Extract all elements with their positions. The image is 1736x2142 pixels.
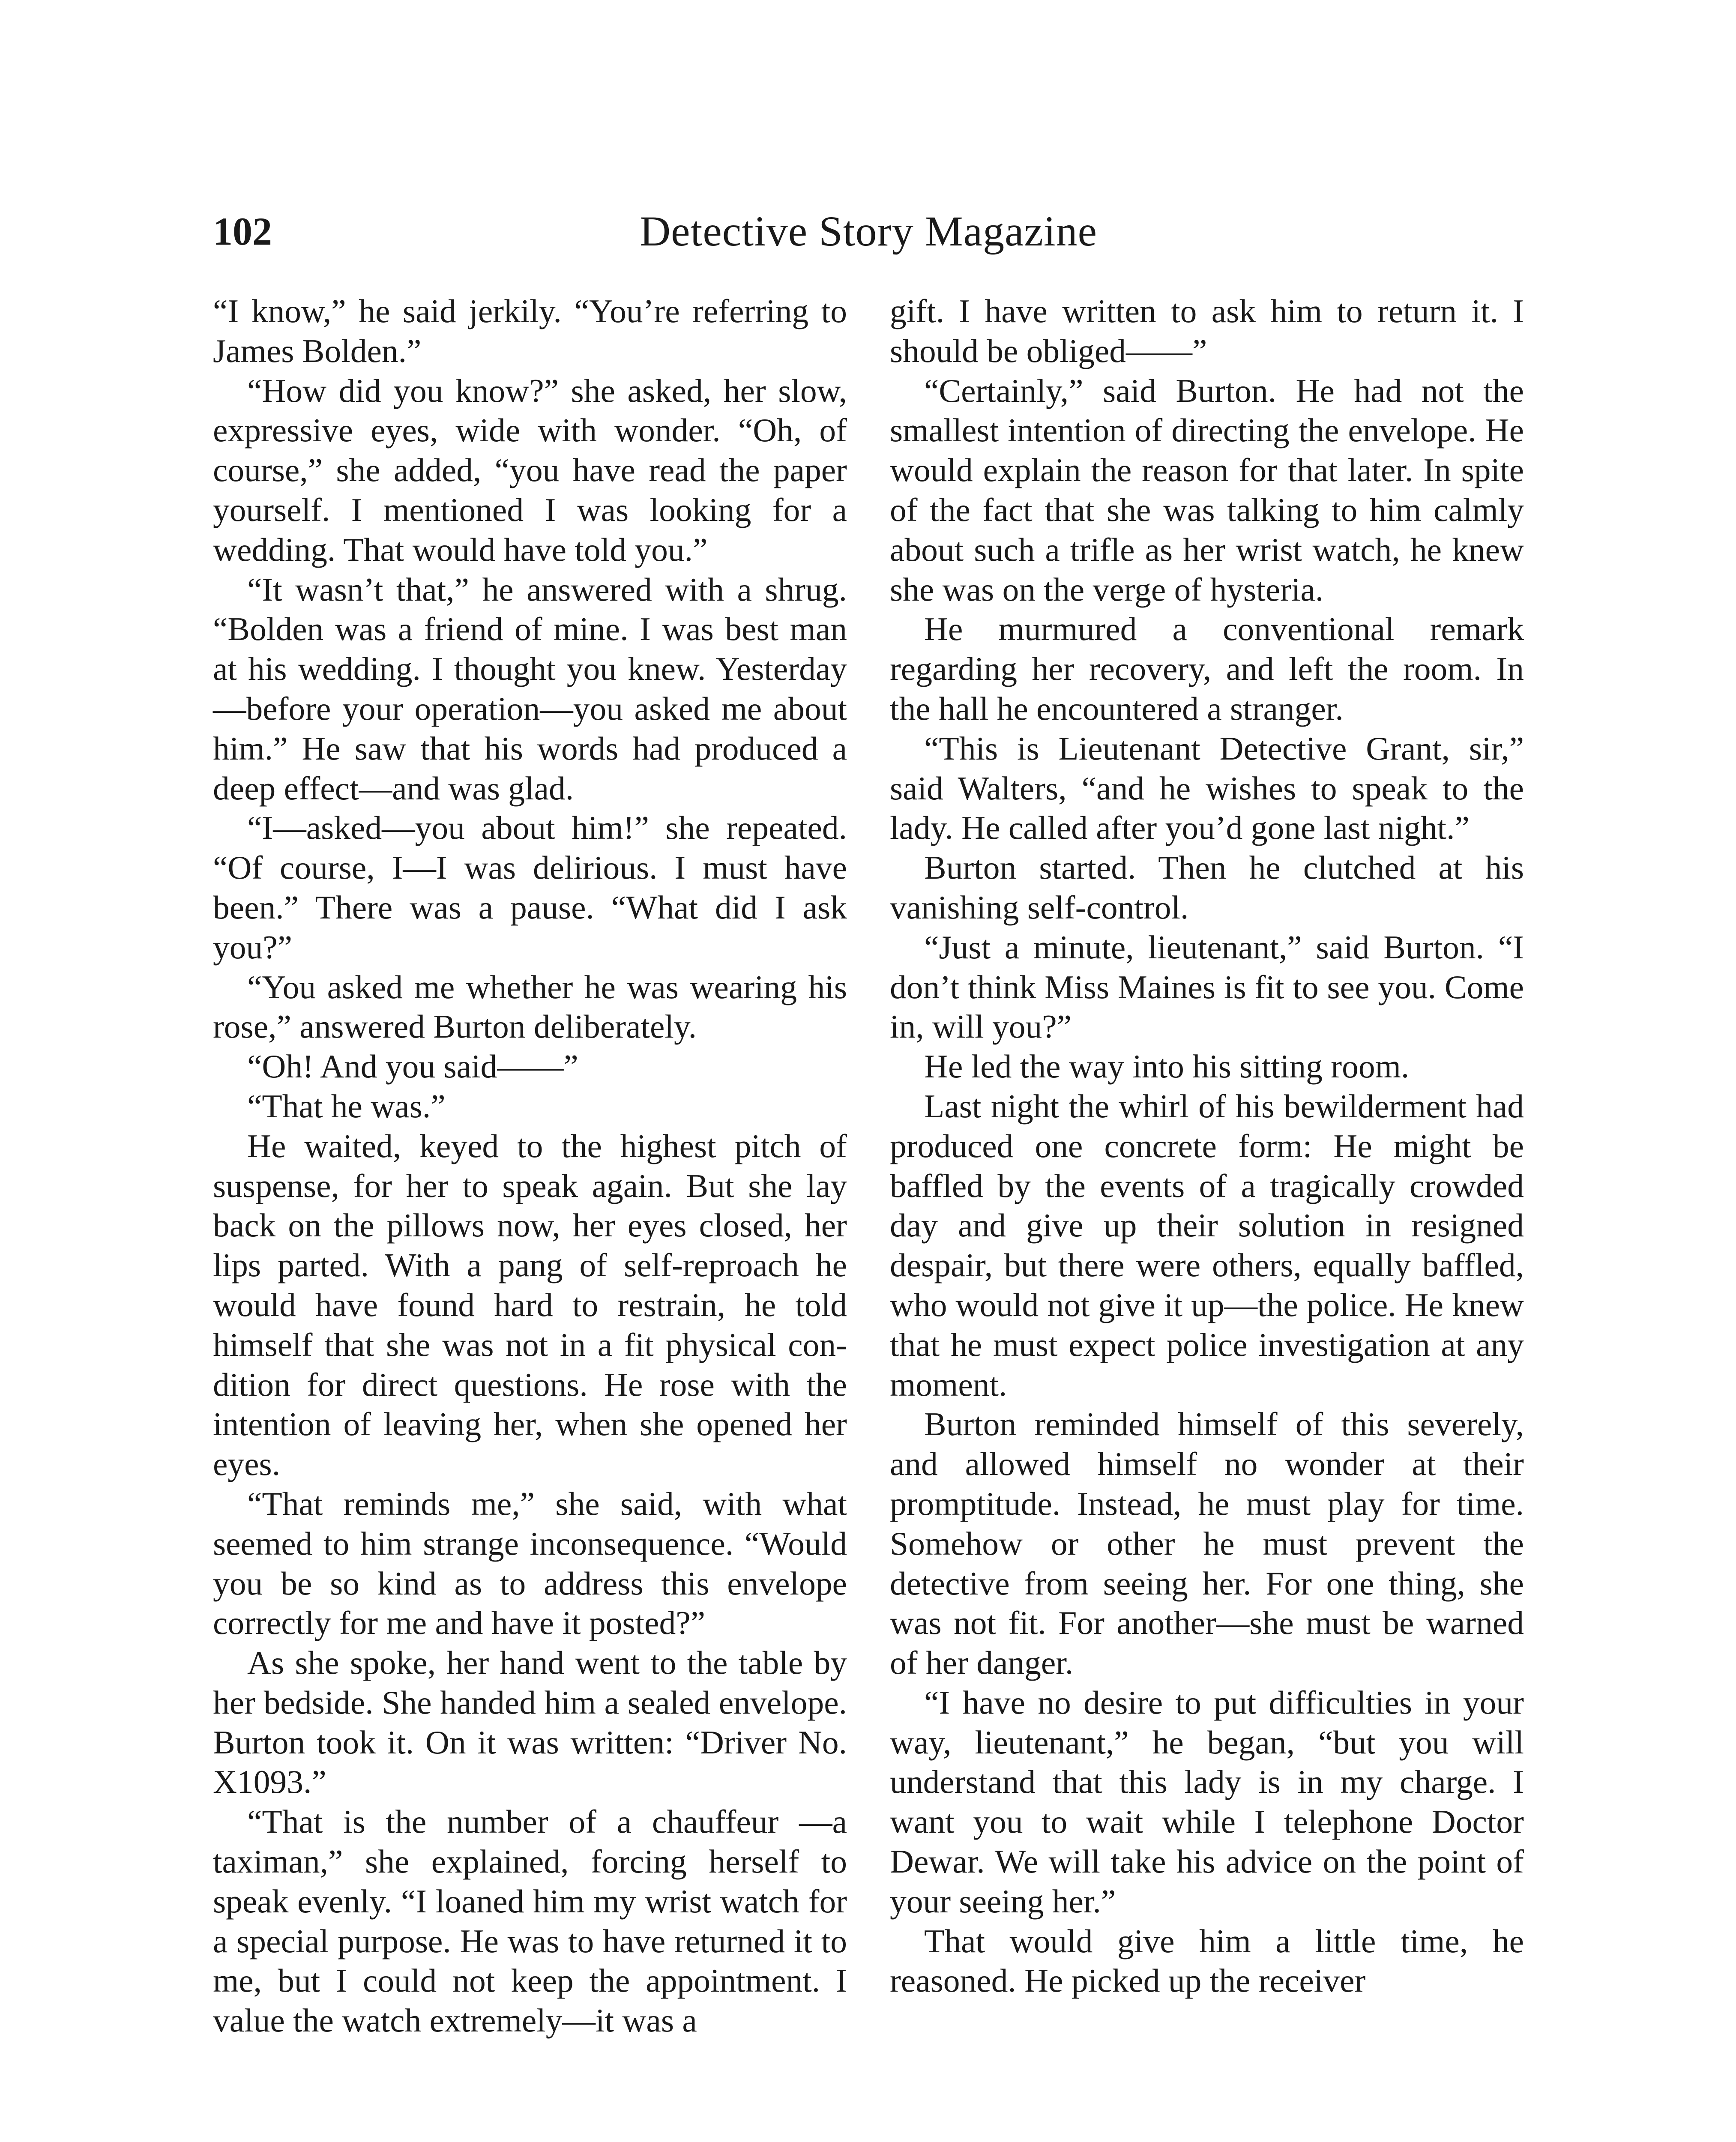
paragraph: “I know,” he said jerkily. “You’re referring to James Bolden.” [213, 293, 847, 369]
paragraph: gift. I have written to ask him to return it. I should be obliged——” [890, 293, 1524, 369]
paragraph: He led the way into his sitting room. [924, 1048, 1410, 1085]
paragraph: “I—asked—you about him!” she repeated. “Of course, I—I was delirious. I must have been.” There was a pause. “What did I ask you?” [213, 809, 847, 966]
paragraph: “It wasn’t that,” he answered with a shrug. “Bolden was a friend of mine. I was best man at his wedding. I thought you knew. Yesterday—before your operation—you asked me about him.” He saw that his words had produced a deep effect—and was glad. [213, 571, 847, 807]
paragraph: Burton started. Then he clutched at his vanishing self-control. [890, 849, 1524, 926]
paragraph: That would give him a little time, he reasoned. He picked up the receiver [890, 1922, 1524, 1999]
text-column-left [213, 291, 847, 2040]
paragraph: He murmured a conventional remark regarding her recovery, and left the room. In the hall he encountered a stranger. [890, 610, 1524, 727]
paragraph: “How did you know?” she asked, her slow, expressive eyes, wide with wonder. “Oh, of course,” she added, “you have read the paper yourself. I mentioned I was looking for a wedding. That would have told you.” [213, 372, 847, 568]
page-number: 102 [213, 209, 272, 253]
paragraph: “Certainly,” said Burton. He had not the smallest intention of directing the envelope. He would explain the reason for that later. In spite of the fact that she was talking to him calmly about such a trifle as her wrist watch, he knew she was on the verge of hysteria. [890, 372, 1524, 608]
paragraph: “That reminds me,” she said, with what seemed to him strange inconsequence. “Would you be so kind as to address this envelope correctly for me and have it posted?” [213, 1485, 847, 1642]
paragraph: “That he was.” [247, 1087, 446, 1125]
paragraph: “I have no desire to put difficulties in your way, lieutenant,” he began, “but you will understand that this lady is in my charge. I want you to wait while I telephone Doctor Dewar. We will take his advice on the point of your seeing her.” [890, 1684, 1524, 1920]
paragraph: Last night the whirl of his bewilderment had produced one concrete form: He might be baffled by the events of a tragically crowded day and give up their solution in resigned despair, but there were others, equally baffled, who would not give it up—the police. He knew that he must expect police investigation at any moment. [890, 1087, 1524, 1403]
page-header [213, 206, 1524, 266]
paragraph: “That is the number of a chauffeur —a taximan,” she explained, forcing herself to speak evenly. “I loaned him my wrist watch for a special purpose. He was to have returned it to me, but I could not keep the appointment. I value the watch extremely—it was a [213, 1803, 847, 2039]
paragraph: “This is Lieutenant Detective Grant, sir,” said Walters, “and he wishes to speak to the lady. He called after you’d gone last night.” [890, 730, 1524, 847]
paragraph: “You asked me whether he was wearing his rose,” answered Burton deliberately. [213, 968, 847, 1045]
paragraph: He waited, keyed to the highest pitch of suspense, for her to speak again. But she lay back on the pillows now, her eyes closed, her lips parted. With a pang of self-reproach he would have found hard to restrain, he told himself that she was not in a fit physical condition for direct questions. He rose with the intention of leaving her, when she opened her eyes. [213, 1127, 847, 1483]
paragraph: “Just a minute, lieutenant,” said Burton. “I don’t think Miss Maines is fit to see you. Come in, will you?” [890, 928, 1524, 1045]
paragraph: As she spoke, her hand went to the table by her bedside. She handed him a sealed envelope. Burton took it. On it was written: “Driver No. X1093.” [213, 1644, 847, 1801]
paragraph: Burton reminded himself of this severely, and allowed himself no wonder at their promptitude. Instead, he must play for time. Somehow or other he must prevent the detective from seeing her. For one thing, she was not fit. For another—she must be warned of her danger. [890, 1406, 1524, 1681]
paragraph: “Oh! And you said——” [247, 1048, 578, 1085]
text-column-right [890, 291, 1524, 2001]
running-title: Detective Story Magazine [639, 207, 1098, 255]
